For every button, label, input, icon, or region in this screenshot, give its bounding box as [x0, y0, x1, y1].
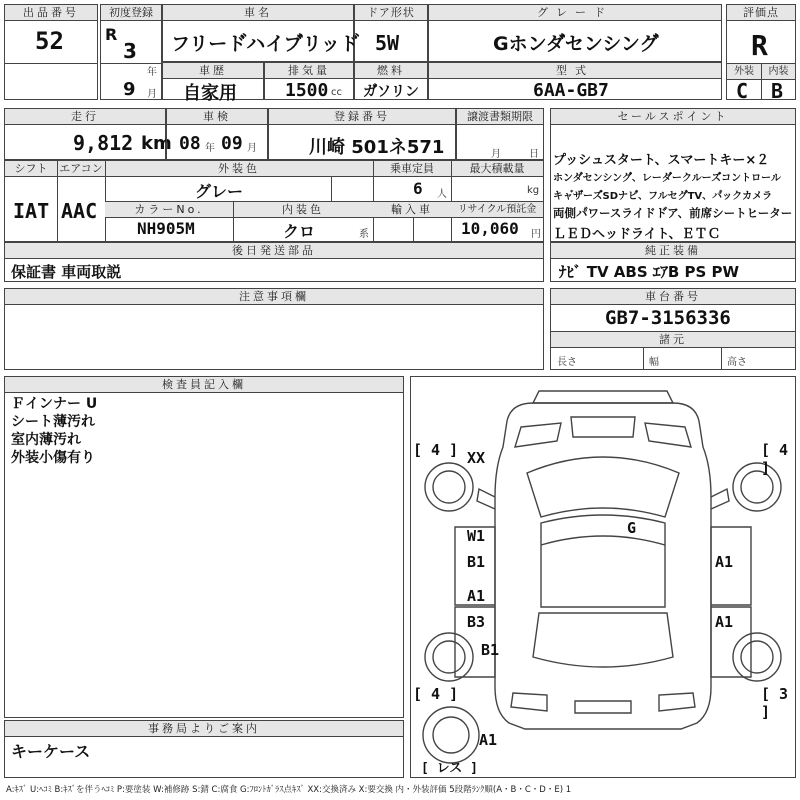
later-parts-label: 後日発送部品 — [5, 243, 543, 259]
damage-mark: A1 — [467, 587, 486, 605]
legend: A:ｷｽﾞ U:ﾍｺﾐ B:ｷｽﾞを伴うﾍｺﾐ P:要塗装 W:補修跡 S:錆 C:腐食 G:ﾌﾛﾝﾄｶﾞﾗｽ点ｷｽﾞ XX:交換済み X:要交換 内・外装評価 5段階ﾗﾝｸ順(A・B・C・D・E) 1 — [6, 785, 572, 795]
inspector-box — [4, 376, 404, 718]
capacity-unit: 人 — [437, 189, 447, 200]
damage-mark: XX — [467, 449, 486, 467]
tire-front-left: [ 4 ] — [413, 441, 459, 459]
sales-line: 両側パ゙ワースライドド゙ア、前席シートヒーター — [553, 206, 793, 220]
later-parts: 保証書 車両取説 — [11, 263, 122, 281]
damage-mark: W1 — [467, 527, 486, 545]
insp-year: 08 — [179, 133, 201, 154]
spare-tire: [ レス ] — [421, 761, 478, 776]
sales-line: ＬＥＤヘッドライト、ＥＴＣ — [553, 227, 721, 242]
lot-number: 52 — [35, 27, 64, 55]
era: R — [105, 25, 118, 44]
reg-month: 9 — [123, 79, 136, 100]
door-box — [354, 4, 428, 62]
length-label: 長さ — [557, 357, 577, 368]
month-unit: 月 — [147, 89, 157, 100]
notes-box — [4, 288, 544, 370]
recycle: 10,060 — [461, 219, 519, 238]
damage-mark: A1 — [715, 553, 734, 571]
history-label: 車歴 — [163, 63, 263, 79]
later-parts-box — [4, 242, 544, 282]
displacement-label: 排気量 — [265, 63, 353, 79]
transfer-box — [456, 108, 544, 160]
lot-number-label: 出品番号 — [5, 5, 97, 21]
equipment: ﾅﾋﾞ TV ABS ｴｱB PS PW — [559, 263, 740, 281]
first-registration-box — [100, 4, 162, 100]
insp-month-unit: 月 — [247, 143, 257, 154]
damage-mark: G — [627, 519, 637, 537]
capacity: 6 — [413, 179, 423, 198]
ac: AAC — [61, 199, 98, 223]
mileage-label: 走行 — [5, 109, 165, 125]
insp-year-unit: 年 — [205, 143, 215, 154]
plate-box — [268, 108, 456, 160]
chassis-number: GB7-3156336 — [605, 307, 731, 329]
model: 6AA-GB7 — [533, 80, 609, 101]
height-label: 高さ — [727, 357, 747, 368]
car-outline — [411, 377, 795, 777]
recycle-unit: 円 — [531, 229, 541, 240]
tire-front-right: [ 4 ] — [761, 441, 789, 477]
year-unit: 年 — [147, 67, 157, 78]
office-box — [4, 720, 404, 778]
interior-grade: B — [771, 79, 784, 103]
chassis-label: 車台番号 — [551, 289, 795, 305]
mileage-box — [4, 108, 172, 160]
color-label: 外装色 — [105, 161, 373, 177]
exterior-grade: C — [736, 79, 749, 103]
displacement-unit: cc — [331, 87, 342, 98]
width-label: 幅 — [649, 357, 659, 368]
recycle-label: リサイクル預託金 — [451, 202, 543, 218]
sales-points-label: セールスポイント — [551, 109, 795, 125]
displacement-box — [264, 62, 354, 100]
int-color-suffix: 系 — [359, 229, 369, 240]
car-name: フリード゙ハイブ゙リッド゙ — [171, 33, 359, 55]
damage-mark: A1 — [479, 731, 498, 749]
load-unit: kg — [527, 185, 540, 196]
transfer-month: 月 — [491, 149, 501, 160]
sales-points-box — [550, 108, 796, 242]
transfer-day: 日 — [529, 149, 539, 160]
damage-mark: B3 — [467, 613, 486, 631]
inspector-note: シート薄汚れ — [11, 414, 95, 430]
inspector-note: Ｆインナー U — [11, 396, 98, 412]
shift-label: シフト — [5, 161, 57, 177]
mileage: 9,812 — [73, 131, 134, 155]
history-box — [162, 62, 264, 104]
int-color: クロ — [283, 222, 316, 241]
car-name-box — [162, 4, 359, 62]
load-label: 最大積載量 — [451, 161, 543, 177]
inspector-note: 外装小傷有り — [11, 450, 95, 466]
model-label: 型式 — [429, 63, 721, 79]
inspection-label: 車検 — [167, 109, 267, 125]
grade: Gホンダ゙センシング゙ — [493, 33, 659, 55]
plate: 川崎 501ネ571 — [309, 137, 445, 158]
chassis-box — [550, 288, 796, 370]
insp-month: 09 — [221, 133, 243, 154]
fuel-box — [354, 62, 428, 100]
interior-label: 内装 — [761, 64, 795, 80]
equipment-label: 純正装備 — [551, 243, 795, 259]
inspector-label: 検査員記入欄 — [5, 377, 403, 393]
equipment-box — [550, 242, 796, 282]
shift: IAT — [13, 199, 50, 223]
car-name-label: 車名 — [163, 5, 353, 21]
tire-rear-right: [ 3 ] — [761, 685, 789, 721]
color: グレー — [195, 182, 244, 201]
lot-number-box — [4, 4, 98, 100]
door-type: 5W — [375, 31, 400, 55]
score: R — [751, 29, 768, 62]
office-text: キーケース — [11, 742, 91, 761]
capacity-label: 乗車定員 — [373, 161, 451, 177]
grade-box — [428, 4, 722, 62]
damage-mark: B1 — [481, 641, 500, 659]
door-label: ドア形状 — [355, 5, 427, 21]
damage-mark: B1 — [467, 553, 486, 571]
model-box — [428, 62, 722, 100]
reg-year: 3 — [123, 39, 137, 63]
spec-label: 諸元 — [551, 331, 795, 348]
first-registration-label: 初度登録 — [101, 5, 161, 21]
import-label: 輸入車 — [373, 202, 451, 218]
displacement: 1500 — [285, 80, 329, 101]
int-color-label: 内装色 — [233, 202, 373, 218]
exterior-label: 外装 — [727, 64, 761, 80]
sales-line: キャ゙ザ゙ーズ゙SDナビ゙、フルセグ゙TV、バ゙ックカメラ — [553, 191, 773, 202]
car-diagram — [410, 376, 796, 778]
sales-line: プッシュスタート、スマートキー×２ — [553, 153, 770, 168]
tire-rear-left: [ 4 ] — [413, 685, 459, 703]
mileage-unit: km — [141, 133, 172, 154]
color-no: NH905M — [137, 219, 195, 238]
fuel: ガ゙ソリン — [363, 84, 419, 100]
color-no-label: カラーNo. — [105, 202, 233, 218]
notes-label: 注意事項欄 — [5, 289, 543, 305]
fuel-label: 燃料 — [355, 63, 427, 79]
plate-label: 登録番号 — [269, 109, 455, 125]
ac-label: エアコン — [57, 161, 105, 177]
damage-mark: A1 — [715, 613, 734, 631]
grade-label: グレード — [429, 5, 721, 21]
spec-block — [4, 160, 544, 242]
inspector-note: 室内薄汚れ — [11, 432, 81, 448]
office-label: 事務局よりご案内 — [5, 721, 403, 737]
sales-line: ホンダ゙センシング゙、レーダ゙ークルーズ゙コントロール — [553, 173, 781, 184]
history: 自家用 — [183, 83, 237, 104]
score-box — [726, 4, 796, 103]
inspection-box — [166, 108, 268, 160]
score-label: 評価点 — [727, 5, 795, 21]
transfer-label: 譲渡書類期限 — [457, 109, 543, 125]
